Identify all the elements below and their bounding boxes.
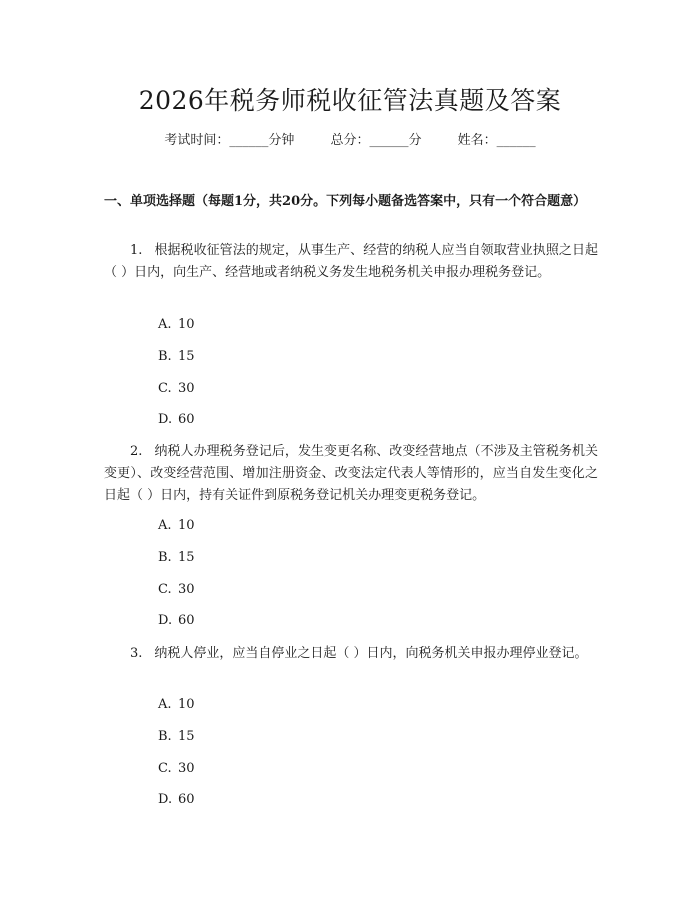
option-letter: C. bbox=[158, 582, 172, 597]
option-letter: D. bbox=[158, 412, 173, 427]
question-number: 2. bbox=[130, 444, 143, 459]
question-text: 纳税人停业，应当自停业之日起（ ）日内，向税务机关申报办理停业登记。 bbox=[154, 646, 588, 661]
option-2a bbox=[158, 517, 195, 535]
question-number: 3. bbox=[130, 646, 143, 661]
option-value: 10 bbox=[178, 518, 195, 533]
option-value: 30 bbox=[178, 761, 195, 776]
option-value: 15 bbox=[178, 729, 195, 744]
exam-meta bbox=[0, 132, 700, 150]
option-letter: B. bbox=[158, 729, 172, 744]
option-letter: A. bbox=[158, 697, 172, 712]
option-letter: A. bbox=[158, 317, 172, 332]
option-letter: B. bbox=[158, 349, 172, 364]
option-3a bbox=[158, 696, 195, 714]
question-number: 1. bbox=[130, 243, 143, 258]
option-value: 10 bbox=[178, 697, 195, 712]
option-3c bbox=[158, 760, 195, 778]
name-field: 姓名：______ bbox=[457, 133, 536, 148]
page-title: 2026年税务师税收征管法真题及答案 bbox=[138, 86, 562, 115]
option-value: 60 bbox=[178, 412, 195, 427]
option-letter: A. bbox=[158, 518, 172, 533]
option-value: 10 bbox=[178, 317, 195, 332]
option-1c bbox=[158, 380, 195, 398]
option-letter: B. bbox=[158, 550, 172, 565]
option-2b bbox=[158, 549, 195, 567]
question-text: 纳税人办理税务登记后，发生变更名称、改变经营地点（不涉及主管税务机关变更）、改变经营范围、增加注册资金、改变法定代表人等情形的，应当自发生变化之日起（ ）日内，持有关证件到原税务登记机关办理变更税务登记。 bbox=[104, 444, 598, 503]
option-1d bbox=[158, 411, 195, 429]
option-letter: C. bbox=[158, 761, 172, 776]
option-2d bbox=[158, 612, 195, 630]
option-value: 30 bbox=[178, 582, 195, 597]
option-value: 60 bbox=[178, 613, 195, 628]
option-1b bbox=[158, 348, 195, 366]
question-3 bbox=[104, 643, 598, 665]
option-3b bbox=[158, 728, 195, 746]
option-letter: D. bbox=[158, 792, 173, 807]
exam-time-field: 考试时间：______分钟 bbox=[164, 133, 295, 148]
option-value: 30 bbox=[178, 381, 195, 396]
question-text: 根据税收征管法的规定，从事生产、经营的纳税人应当自领取营业执照之日起（ ）日内，向生产、经营地或者纳税义务发生地税务机关申报办理税务登记。 bbox=[104, 243, 598, 280]
question-2 bbox=[104, 441, 598, 507]
option-value: 15 bbox=[178, 349, 195, 364]
option-letter: D. bbox=[158, 613, 173, 628]
option-3d bbox=[158, 791, 195, 809]
section-heading: 一、单项选择题（每题1分，共20分。下列每小题备选答案中，只有一个符合题意） bbox=[104, 194, 587, 209]
total-score-field: 总分：______分 bbox=[330, 133, 422, 148]
option-value: 15 bbox=[178, 550, 195, 565]
option-2c bbox=[158, 581, 195, 599]
option-1a bbox=[158, 316, 195, 334]
option-letter: C. bbox=[158, 381, 172, 396]
question-1 bbox=[104, 240, 598, 284]
option-value: 60 bbox=[178, 792, 195, 807]
